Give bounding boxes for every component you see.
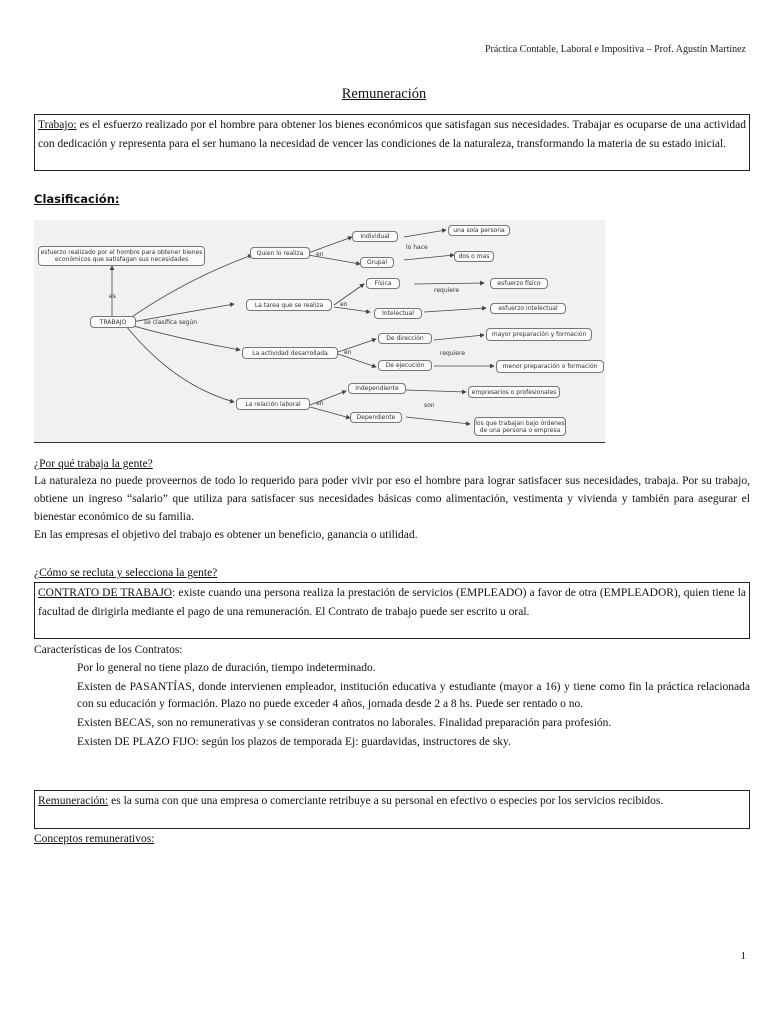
node-intelectual: Intelectual [374,308,422,319]
link-son: son [424,402,435,409]
page-number: 1 [740,950,746,962]
empresas-paragraph: En las empresas el objetivo del trabajo es obtener un beneficio, ganancia o utilidad. [34,529,418,541]
conceptos-heading: Conceptos remunerativos: [34,833,155,845]
node-fisica: Física [366,278,400,289]
node-definition: esfuerzo realizado por el hombre para obtener bienes económicos que satisfagan sus necesidades [38,246,205,266]
node-dos-o-mas: dos o mas [454,251,494,262]
node-mayor-preparacion: mayor preparación y formación [486,328,592,341]
node-trabajan-bajo-ordenes: los que trabajan bajo órdenes de una persona o empresa [474,417,566,436]
node-independiente: Independiente [348,383,406,394]
node-una-sola-persona: una sola persona [448,225,510,236]
node-relacion-laboral: La relación laboral [236,398,310,410]
link-en-3: en [344,349,352,356]
node-dependiente: Dependiente [350,412,402,423]
node-empresarios: empresarios o profesionales [468,386,560,398]
contrato-term: CONTRATO DE TRABAJO [38,587,173,599]
node-de-ejecucion: De ejecución [378,360,432,371]
node-tarea-que-se-realiza: La tarea que se realiza [246,299,332,311]
node-esfuerzo-fisico: esfuerzo físico [490,278,548,289]
node-de-direccion: De dirección [378,333,432,344]
por-que-heading: ¿Por qué trabaja la gente? [34,458,153,470]
caracteristicas-heading: Características de los Contratos: [34,644,183,656]
remuneracion-term: Remuneración: [38,795,109,807]
list-item: Existen de PASANTÍAS, donde intervienen empleador, institución educativa y estudiante (mayor a 16) y tiene como fin la práctica relacionada con su educación y formación. Plazo no puede exceder 4 años, jornada desde 2 a 8 hs. Puede ser rentado o no. [77,681,750,710]
node-quien-lo-realiza: Quien lo realiza [250,247,310,259]
page-header: Práctica Contable, Laboral e Impositiva – Prof. Agustín Martínez [484,44,746,55]
node-individual: Individual [352,231,398,242]
trabajo-definition-box [34,114,750,171]
link-requiere-2: requiere [440,350,466,357]
link-lo-hace: lo hace [406,244,428,251]
list-item: Existen DE PLAZO FIJO: según los plazos de temporada Ej: guardavidas, instructores de sky. [77,736,511,748]
clasificacion-heading: Clasificación: [34,192,120,206]
list-item: Existen BECAS, son no remunerativas y se consideran contratos no laborales. Finalidad preparación para profesión. [77,717,612,729]
link-requiere-1: requiere [434,287,460,294]
contrato-definition-box [34,582,750,639]
remuneracion-text: es la suma con que una empresa o comerciante retribuye a su personal en efectivo o especies por los servicios recibidos. [108,795,664,807]
node-trabajo: TRABAJO [90,316,136,328]
por-que-paragraph: La naturaleza no puede proveernos de todo lo requerido para poder vivir por eso el hombre para lograr satisfacer sus necesidades, trabaja. Por su trabajo, obtiene un ingreso “salario” que utiliza para satisfacer sus necesidades básicas como alimentación, vestimenta y vivienda y también para asegurar el bienestar económico de su familia. [34,475,750,523]
node-grupal: Grupal [360,257,394,268]
trabajo-text: es el esfuerzo realizado por el hombre para obtener los bienes económicos que satisfagan sus necesidades. Trabajar es ocuparse de una actividad con dedicación y representa para el ser humano la necesidad de vencer las condiciones de la naturaleza, transformando la materia de su estado inicial. [38,119,746,150]
caracteristicas-list [34,660,750,753]
page-title: Remuneración [341,86,427,102]
contrato-text: : existe cuando una persona realiza la prestación de servicios (EMPLEADO) a favor de otra (EMPLEADOR), quien tiene la facultad de dirigirla mediante el pago de una remuneración. El Contrato de trabajo puede ser escrito u oral. [38,587,746,618]
link-en-1: en [316,251,324,258]
link-se-clasifica: se clasifica según [144,319,198,326]
link-es: es [109,293,116,300]
link-en-4: en [316,400,324,407]
node-esfuerzo-intelectual: esfuerzo intelectual [490,303,566,314]
node-actividad-desarrollada: La actividad desarrollada [242,347,338,359]
node-menor-preparacion: menor preparación o formación [496,360,604,373]
link-en-2: en [340,301,348,308]
concept-map [34,220,605,442]
trabajo-term: Trabajo: [38,119,77,131]
list-item: Por lo general no tiene plazo de duración, tiempo indeterminado. [77,662,376,674]
como-heading: ¿Cómo se recluta y selecciona la gente? [34,567,218,579]
diagram-underline [34,442,605,443]
remuneracion-definition-box [34,790,750,829]
